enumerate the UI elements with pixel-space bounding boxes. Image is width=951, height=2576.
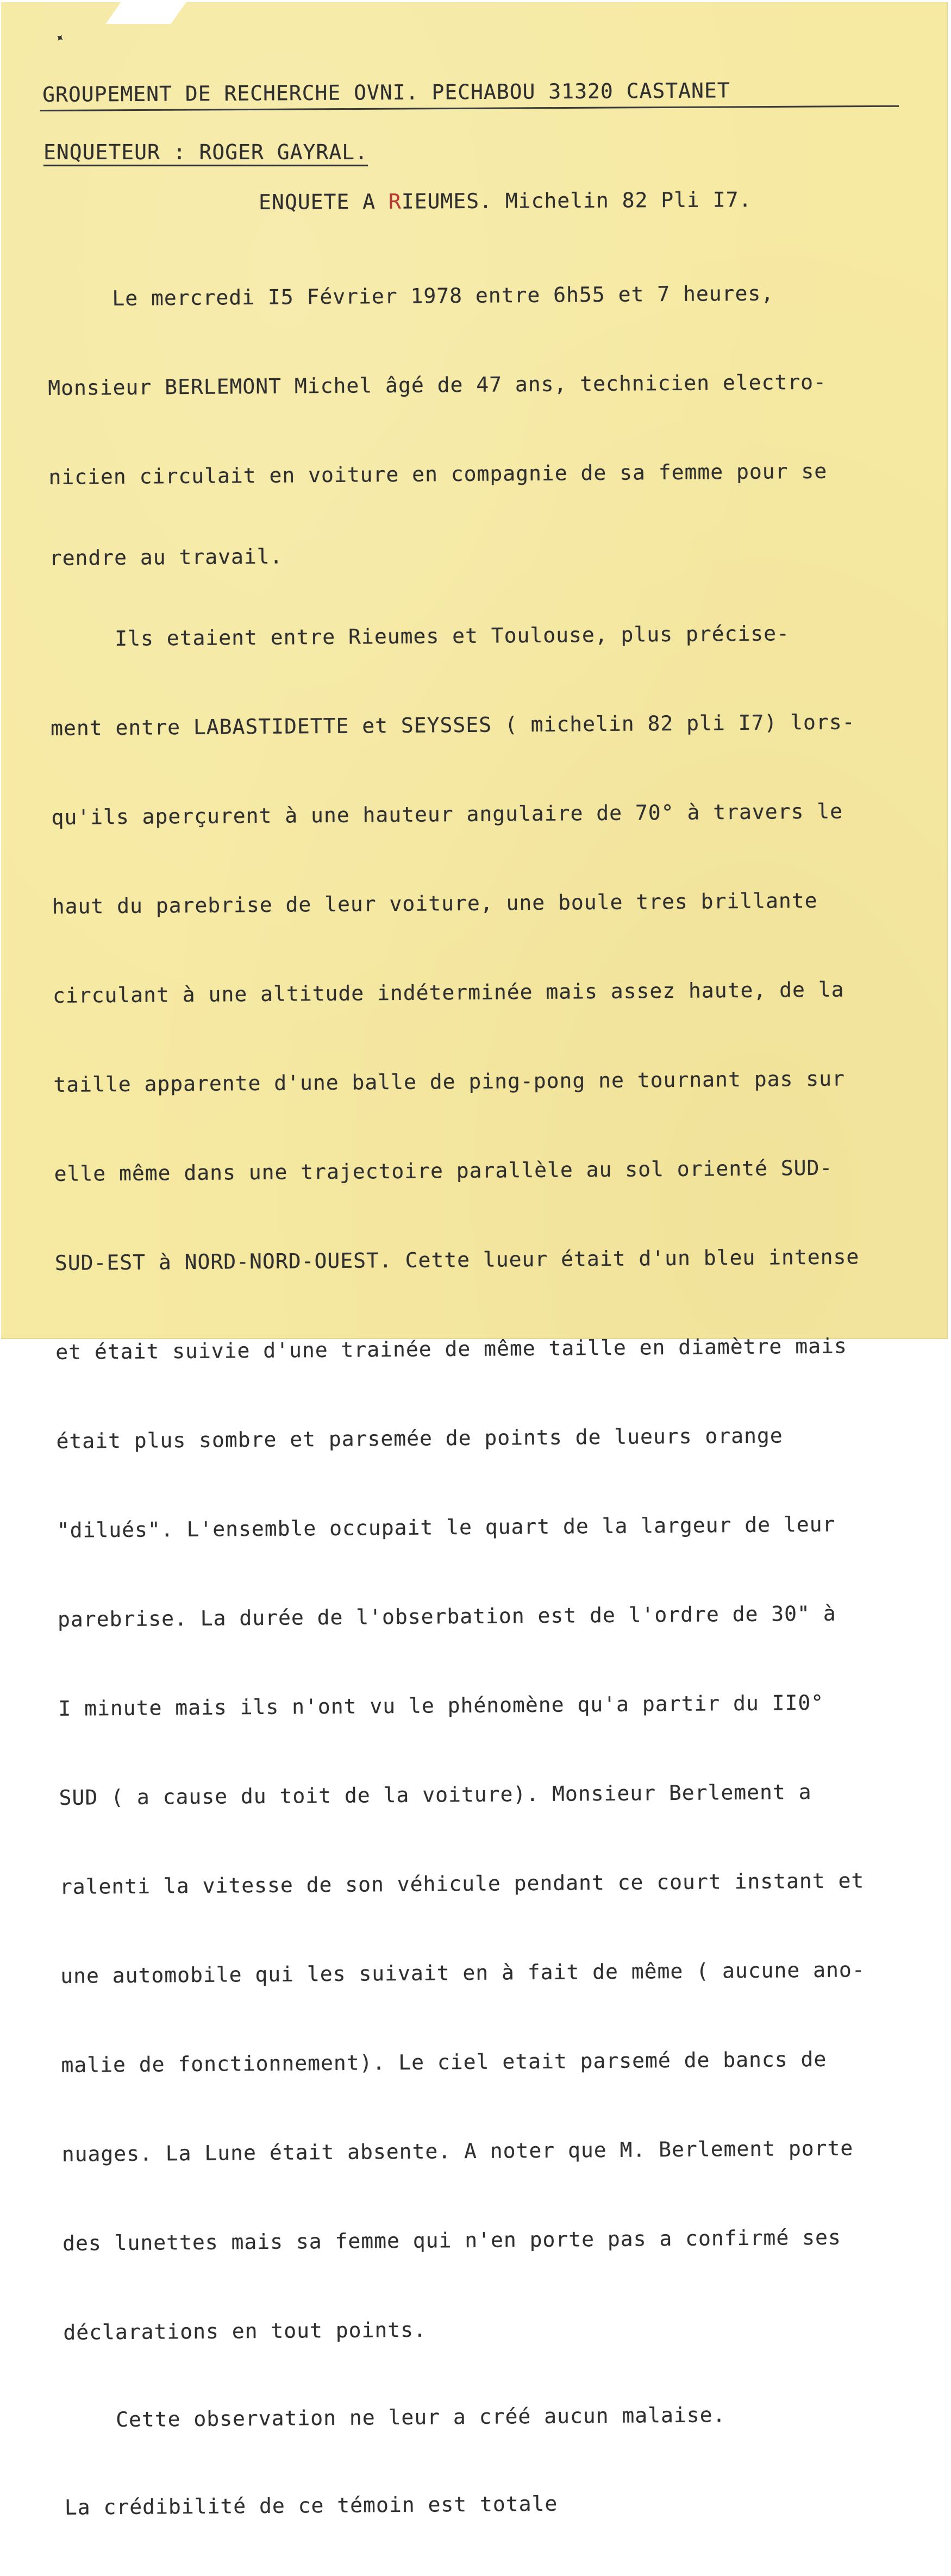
body-line: nuages. La Lune était absente. A noter que M. Berlement porte [61,2136,854,2166]
body-line: et était suivie d'une trainée de même taille en diamètre mais [55,1334,847,1364]
pen-mark-icon: ✦ [52,30,67,46]
body-line: malie de fonctionnement). Le ciel etait parsemé de bancs de [61,2047,827,2077]
body-line: ralenti la vitesse de son véhicule pendant ce court instant et [59,1868,865,1899]
title-place-rest: IEUMES. [401,189,493,214]
body-line: SUD-EST à NORD-NORD-OUEST. Cette lueur était d'un bleu intense [54,1245,860,1275]
body-line: Monsieur BERLEMONT Michel âgé de 47 ans, technicien electro- [48,370,827,400]
body-line: Ils etaient entre Rieumes et Toulouse, plus précise- [49,621,790,651]
body-line: déclarations en tout points. [63,2317,427,2344]
title-prefix: ENQUETE A [259,189,389,214]
body-line: haut du parebrise de leur voiture, une boule tres brillante [52,888,818,918]
body-line: I minute mais ils n'ont vu le phénomène qu'a partir du II0° [58,1690,824,1721]
body-line: taille apparente d'une balle de ping-pong ne tournant pas sur [53,1066,846,1097]
body-line: nicien circulait en voiture en compagnie de sa femme pour se [48,459,828,489]
report-body [47,224,869,2575]
folded-corner [105,0,190,24]
title-place-initial: R [388,189,402,214]
body-line: Le mercredi I5 Février 1978 entre 6h55 et 7 heures, [47,281,774,311]
body-line: était plus sombre et parsemée de points de lueurs orange [56,1423,783,1453]
body-line: La crédibilité de ce témoin est totale [64,2491,558,2519]
header-divider [40,105,899,111]
body-line: ment entre LABASTIDETTE et SEYSSES ( michelin 82 pli I7) lors- [51,710,855,740]
investigator-line: ENQUETEUR : ROGER GAYRAL. [43,140,368,164]
body-line: une automobile qui les suivait en à fait de même ( aucune ano- [60,1958,865,1988]
organization-header: GROUPEMENT DE RECHERCHE OVNI. PECHABOU 31320 CASTANET [42,78,730,107]
body-line: des lunettes mais sa femme qui n'en porte pas a confirmé ses [62,2225,841,2255]
investigation-title [259,187,752,214]
body-line: qu'ils aperçurent à une hauteur angulaire de 70° à travers le [51,799,843,829]
body-line: SUD ( a cause du toit de la voiture). Monsieur Berlement a [59,1780,812,1810]
typed-document-page [1,2,948,2519]
body-line: Cette observation ne leur a créé aucun malaise. [64,2403,726,2432]
body-line: "dilués". L'ensemble occupait le quart de la largeur de leur [57,1512,836,1542]
body-line: parebrise. La durée de l'obserbation est de l'ordre de 30" à [57,1601,836,1631]
body-line: rendre au travail. [49,544,283,570]
body-line: elle même dans une trajectoire parallèle au sol orienté SUD- [54,1155,833,1186]
title-suffix: Michelin 82 Pli I7. [492,187,752,213]
body-line: circulant à une altitude indéterminée mais assez haute, de la [52,977,844,1008]
